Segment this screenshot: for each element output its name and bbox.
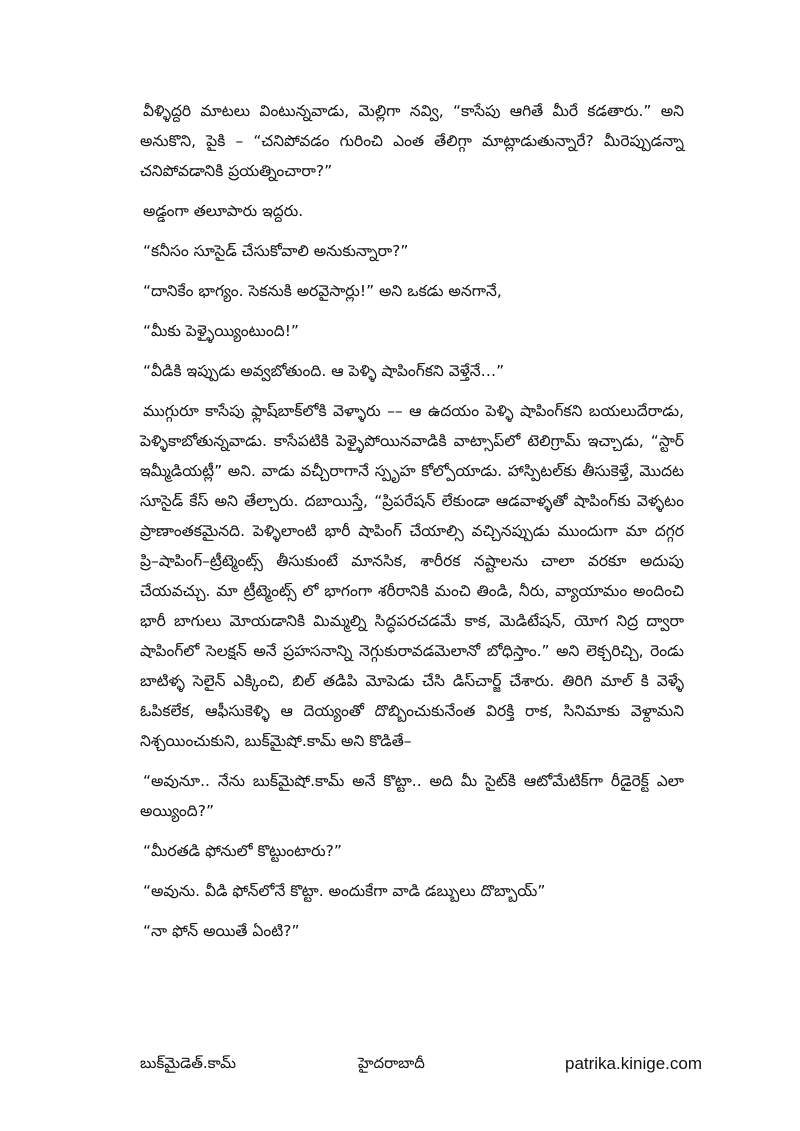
paragraph-10: “అవును. వీడి ఫోన్‌లోనే కొట్టా. అందుకేగా వాడి డబ్బులు దొబ్బాయ్” xyxy=(143,882,546,900)
footer-site-link[interactable]: patrika.kinige.com xyxy=(564,1054,702,1073)
paragraph-6: “వీడికి ఇప్పుడు అవ్వబోతుంది. ఆ పెళ్ళి షాపింగ్‌కని వెళ్తేనే…” xyxy=(143,362,505,380)
story-text xyxy=(140,96,684,956)
paragraph-4: “దానికేం భాగ్యం. సెకనుకి అరవైసార్లు!” అని ఒకడు అనగానే, xyxy=(143,282,502,300)
paragraph-3: “కనీసం సూసైడ్ చేసుకోవాలి అనుకున్నారా?” xyxy=(143,242,409,260)
paragraph-8: “అవునూ.. నేను బుక్‌మైషో.కామ్ అనే కొట్టా.. అది మీ సైట్‌కి ఆటోమేటిక్‌గా రీడైరెక్ట్ ఎలా అయ్యింది?” xyxy=(140,772,684,820)
paragraph-5: “మీకు పెళ్ళైయ్యింటుంది!” xyxy=(143,322,299,340)
footer-author: హైదరాబాదీ xyxy=(358,1054,425,1072)
paragraph-11: “నా ఫోన్ అయితే ఏంటి?” xyxy=(143,922,300,940)
paragraph-9: “మీరతడి ఫోనులో కొట్టుంటారు?” xyxy=(143,842,342,860)
paragraph-2: అడ్డంగా తలూపారు ఇద్దరు. xyxy=(143,202,304,220)
footer-story-title: బుక్‌మైడెత్.కామ్ xyxy=(140,1054,237,1072)
page-footer xyxy=(140,1054,702,1078)
paragraph-1: వీళ్ళిద్దరి మాటలు వింటున్నవాడు, మెల్లిగా నవ్వి, “కాసేపు ఆగితే మీరే కడతారు.” అని అనుకొని, పైకి – “చనిపోవడం గురించి ఎంత తేలిగ్గా మాట్లాడుతున్నారే? మీరెప్పుడన్నా చనిపోవడానికి ప్రయత్నించారా?” xyxy=(140,102,684,180)
paragraph-7: ముగ్గురూ కాసేపు ఫ్లాష్‌బాక్‌లోకి వెళ్ళారు –– ఆ ఉదయం పెళ్ళి షాపింగ్‌కని బయలుదేరాడు, పెళ్ళికాబోతున్నవాడు. కాసేపటికి పెళ్ళైపోయినవాడికి వాట్సాప్‌లో టెలిగ్రామ్ ఇచ్చాడు, “స్టార్ ఇమ్మీడియట్లీ” అని. వాడు వచ్చీరాగానే స్పృహ కోల్పోయాడు. హాస్పిటల్‌కు తీసుకెళ్తే, మొదట సూసైడ్ కేస్ అని తేల్చారు. దబాయిస్తే, “ప్రిపరేషన్ లేకుండా ఆడవాళ్ళతో షాపింగ్‌కు వెళ్ళటం ప్రాణాంతకమైనది. పెళ్ళిలాంటి భారీ షాపింగ్ చేయాల్సి వచ్చినప్పుడు ముందుగా మా దగ్గర ప్రి–షాపింగ్–ట్రీట్మెంట్స్ తీసుకుంటే మానసిక, శారీరక నష్టాలను చాలా వరకూ అదుపు చేయవచ్చు. మా ట్రీట్మెంట్స్ లో భాగంగా శరీరానికి మంచి తిండి, నీరు, వ్యాయామం అందించి భారీ బాగులు మోయడానికి మిమ్మల్ని సిద్ధపరచడమే కాక, మెడిటేషన్, యోగ నిద్ర ద్వారా షాపింగ్‌లో సెలక్షన్ అనే ప్రహసనాన్ని నెగ్గుకురావడమెలానో బోధిస్తాం.” అని లెక్చరిచ్చి, రెండు బాటిళ్ళ సెలైన్ ఎక్కించి, బిల్ తడిపి మోపెడు చేసి డిస్‌చార్జ్ చేశారు. తిరిగి మాల్ కి వెళ్ళే ఓపికలేక, ఆఫీసుకెళ్ళి ఆ దెయ్యంతో దొబ్బించుకునేంత విరక్తి రాక, సినిమాకు వెళ్దామని నిశ్చయించుకుని, బుక్‌మైషో.కామ్ అని కొడితే– xyxy=(140,402,684,750)
